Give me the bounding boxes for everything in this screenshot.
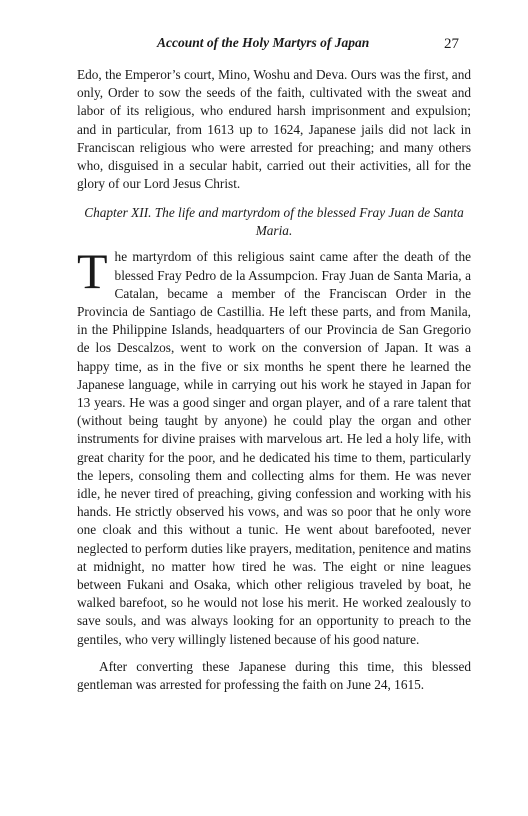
chapter-heading: Chapter XII. The life and martyrdom of the blessed Fray Juan de Santa Maria. bbox=[84, 205, 464, 239]
paragraph-3: After converting these Japanese during this time, this blessed gentleman was arrested for professing the faith on June 24, 1615. bbox=[77, 658, 471, 693]
drop-cap: T bbox=[77, 243, 108, 300]
running-title: Account of the Holy Martyrs of Japan bbox=[157, 35, 370, 50]
paragraph-2 bbox=[77, 243, 471, 648]
body-text bbox=[77, 66, 471, 694]
paragraph-2-text: he martyrdom of this religious saint came after the death of the blessed Fray Pedro de la Assumpcion. Fray Juan de Santa Maria, a Catalan, became a member of the Franciscan Order in the Provincia de Santiago de Castillia. He left these parts, and from Manila, in the Philippine Islands, headquarters of our Provincia de San Gregorio de los Descalzos, went to work on the conversion of Japan. It was a happy time, as in the five or six months he spent there he learned the Japanese language, while in carrying out his work he stayed in Japan for 13 years. He was a good singer and organ player, and of a rare talent that (without being taught by anyone) he could play the organ and other instruments for divine praises with marvelous art. He led a holy life, with great charity for the poor, and he dedicated his time to them, particularly the lepers, consoling them and collecting alms for them. He was never idle, he never tired of preaching, giving confession and working with his hands. He strictly observed his vows, and was so poor that he only wore one cloak and this without a tunic. He went about barefooted, never neglected to perform duties like prayers, meditation, penitence and matins at midnight, no matter how tired he was. The eight or nine leagues between Fukani and Osaka, which other religious traveled by boat, he walked barefoot, so he would not lose his merit. He worked zealously to save souls, and was always looking for an opportunity to preach to the gentiles, who very willingly listened because of his good nature. bbox=[77, 249, 471, 647]
page-number: 27 bbox=[444, 36, 459, 52]
running-header bbox=[77, 35, 471, 55]
book-page bbox=[77, 0, 471, 816]
paragraph-1: Edo, the Emperor’s court, Mino, Woshu and Deva. Ours was the first, and only, Order to sow the seeds of the faith, cultivated with the sweat and labor of its religious, who endured harsh imprisonment and expulsion; and in particular, from 1613 up to 1624, Japanese jails did not lack in Franciscan religious who were arrested for preaching; and many others who, disguised in a secular habit, carried out their activities, all for the glory of our Lord Jesus Christ. bbox=[77, 67, 471, 192]
